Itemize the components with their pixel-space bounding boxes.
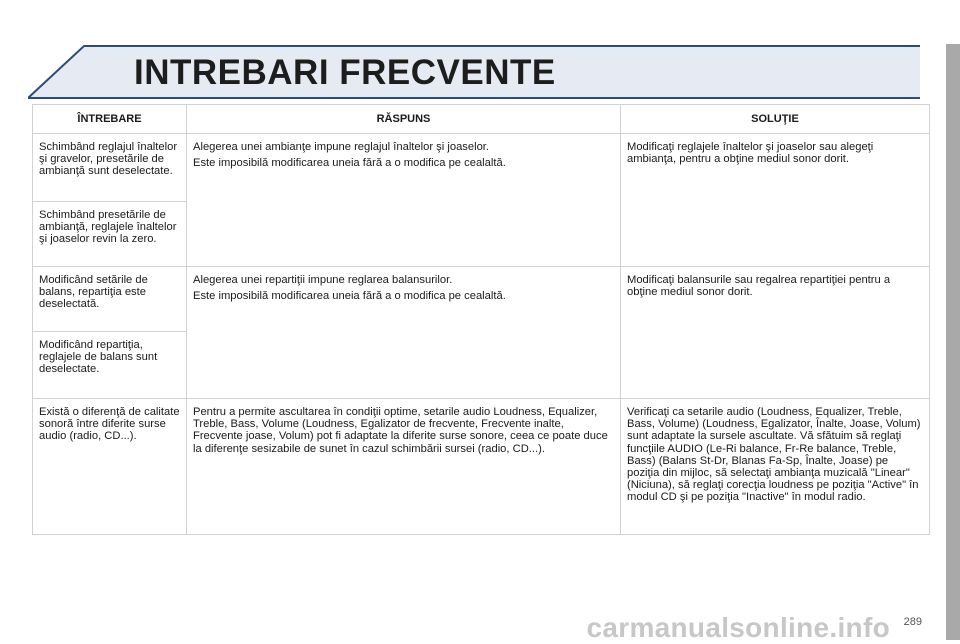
answer-paragraph: Alegerea unei ambianţe impune reglajul înaltelor şi joaselor.	[193, 141, 490, 153]
table-row	[33, 399, 930, 535]
table-row	[33, 267, 930, 332]
answer-cell	[187, 399, 621, 535]
solution-cell: Verificaţi ca setarile audio (Loudness, Equalizer, Treble, Bass, Volume) (Loudness, Egalizator, Înalte, Joase, Volum) sunt adaptate la sursele ascultate. Vă sfătuim să reglaţi funcţiile AUDIO (Le-Ri balance, Fr-Re balance, Treble, Bass) (Balans St-Dr, Blanas Fa-Sp, Înalte, Joase) pe poziţia din mijloc, să selectaţi ambianţa muzicală "Linear" (Niciuna), să reglaţi corecţia loudness pe poziţia "Active" în modul CD şi pe poziţia "Inactive" în modul radio.	[621, 399, 930, 535]
header-answer: RĂSPUNS	[187, 105, 621, 134]
solution-cell: Modificaţi balansurile sau regalrea repartiţiei pentru a obţine mediul sonor dorit.	[621, 267, 930, 399]
header-question: ÎNTREBARE	[33, 105, 187, 134]
table-header-row	[33, 105, 930, 134]
answer-paragraph: Alegerea unei repartiţii impune reglarea balansurilor.	[193, 274, 453, 286]
answer-paragraph: Este imposibilă modificarea uneia fără a o modifica pe cealaltă.	[193, 157, 506, 170]
header-solution: SOLUŢIE	[621, 105, 930, 134]
side-tab-bar	[946, 44, 960, 640]
question-cell: Există o diferenţă de calitate sonoră între diferite surse audio (radio, CD...).	[33, 399, 187, 535]
page-title: INTREBARI FRECVENTE	[134, 53, 556, 92]
question-cell: Modificând repartiţia, reglajele de balans sunt deselectate.	[33, 332, 187, 399]
table-row	[33, 134, 930, 202]
page-number: 289	[903, 616, 922, 628]
question-cell: Schimbând reglajul înaltelor şi gravelor, presetările de ambianţă sunt deselectate.	[33, 134, 187, 202]
watermark-text: carmanualsonline.info	[586, 612, 890, 643]
question-cell: Schimbând presetările de ambianţă, reglajele înaltelor şi joaselor revin la zero.	[33, 202, 187, 267]
solution-cell: Modificaţi reglajele înaltelor şi joaselor sau alegeţi ambianţa, pentru a obţine mediul sonor dorit.	[621, 134, 930, 267]
answer-paragraph: Este imposibilă modificarea uneia fără a o modifica pe cealaltă.	[193, 290, 506, 303]
question-cell: Modificând setările de balans, repartiţia este deselectată.	[33, 267, 187, 332]
faq-table	[32, 104, 930, 535]
answer-cell	[187, 134, 621, 267]
answer-paragraph: Pentru a permite ascultarea în condiţii optime, setarile audio Loudness, Equalizer, Treble, Bass, Volume (Loudness, Egalizator de frecvente, Frecvente inalte, Frecvente joase, Volum) pot fi adaptate la diferite surse sonore, ceea ce poate duce la diferenţe sesizabile de sunet în cazul schimbării sursei (radio, CD...).	[193, 406, 608, 455]
answer-cell	[187, 267, 621, 399]
